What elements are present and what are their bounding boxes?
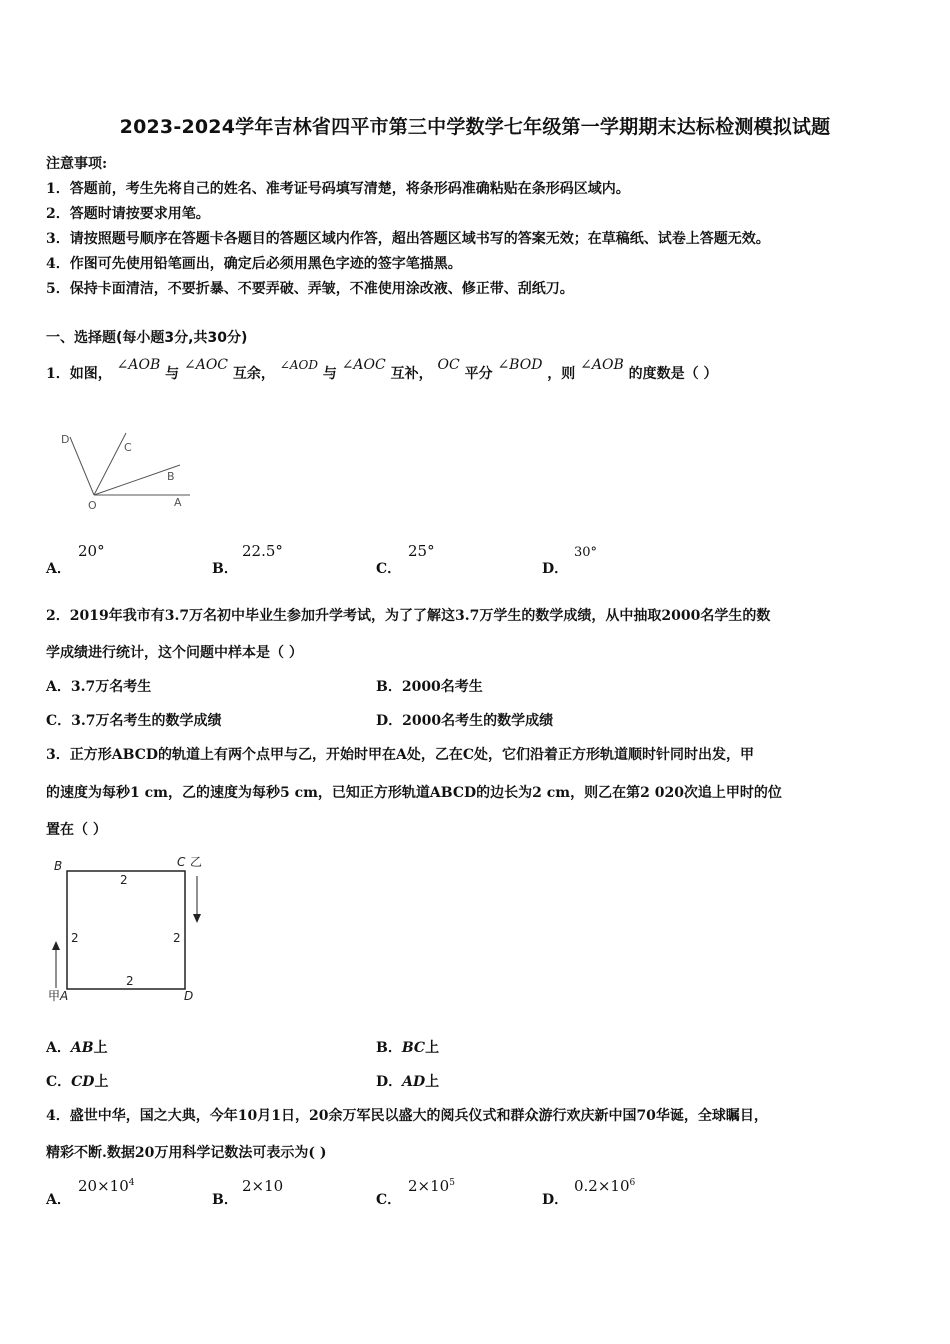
note-item: 5．保持卡面清洁，不要折暴、不要弄破、弄皱，不准使用涂改液、修正带、刮纸刀。: [46, 281, 574, 297]
note-item: 2．答题时请按要求用笔。: [46, 206, 210, 222]
q4-option-b-label: B．: [212, 1192, 238, 1208]
question-3-line: 置在（ ）: [46, 822, 107, 838]
q1-math: ∠AOC: [183, 357, 229, 373]
q4-option-a-exp: 4: [128, 1178, 135, 1188]
q1-math: ∠AOD: [279, 358, 318, 372]
side-right: 2: [173, 931, 181, 945]
question-3-line: 3．正方形ABCD的轨道上有两个点甲与乙，开始时甲在A处，乙在C处，它们沿着正方形轨道顺时针同时出发，甲: [46, 747, 754, 763]
q2-option-d: D．2000名考生的数学成绩: [376, 713, 554, 729]
q3-option-d-seg: AD: [402, 1074, 426, 1090]
q3-option-b: [376, 1037, 439, 1057]
q3-option-a-label: A．: [46, 1040, 71, 1056]
label-d: D: [184, 989, 194, 1003]
option-d-value: 30°: [574, 545, 598, 560]
q1-number: 1．如图，: [46, 366, 112, 382]
q3-option-c: [46, 1071, 108, 1091]
q3-option-d: [376, 1071, 439, 1091]
q1-text: 与: [165, 366, 180, 382]
q4-option-d-exp: 6: [629, 1178, 636, 1188]
question-4-line: 精彩不断.数据20万用科学记数法可表示为( ): [46, 1145, 327, 1161]
label-yi: 乙: [190, 855, 203, 869]
square-track: [67, 871, 185, 989]
q4-option-a-label: A．: [46, 1192, 71, 1208]
q1-text: 的度数是（ ）: [628, 366, 718, 382]
q1-text: 与: [322, 366, 337, 382]
q1-math: ∠AOB: [116, 357, 161, 373]
side-top: 2: [120, 873, 128, 887]
q4-option-c-value: [408, 1177, 455, 1195]
q4-option-c-label: C．: [376, 1192, 402, 1208]
q3-option-b-label: B．: [376, 1040, 402, 1056]
ray-od: [70, 437, 94, 495]
page-title: 2023-2024学年吉林省四平市第三中学数学七年级第一学期期末达标检测模拟试题: [119, 116, 831, 138]
label-c: C: [177, 855, 186, 869]
arrow-down-head: [193, 914, 201, 923]
q1-text: ，则: [547, 366, 576, 382]
q4-option-c-base: 2×10: [408, 1177, 450, 1195]
note-item: 4．作图可先使用铅笔画出，确定后必须用黑色字迹的签字笔描黑。: [46, 256, 462, 272]
q3-option-a-seg: AB: [70, 1040, 94, 1056]
question-3-line: 的速度为每秒1 cm，乙的速度为每秒5 cm，已知正方形轨道ABCD的边长为2 cm，则乙在第2 020次追上甲时的位: [46, 785, 782, 801]
q2-option-a: A．3.7万名考生: [46, 679, 152, 695]
side-bottom: 2: [126, 974, 134, 988]
q1-math: ∠AOC: [341, 357, 386, 373]
label-o: O: [88, 499, 97, 512]
option-b-value: 22.5°: [242, 542, 283, 560]
q4-option-b-base: 2×10: [242, 1177, 284, 1195]
option-a-value: 20°: [78, 542, 105, 560]
label-jia: 甲: [48, 989, 61, 1003]
q3-option-b-suffix: 上: [425, 1040, 440, 1056]
q3-option-c-seg: CD: [71, 1074, 95, 1090]
label-d: D: [61, 433, 70, 446]
question-4-line: 4．盛世中华，国之大典，今年10月1日，20余万军民以盛大的阅兵仪式和群众游行欢庆新中国70华诞，全球瞩目，: [46, 1108, 768, 1124]
q4-option-d-value: [574, 1177, 635, 1195]
q1-text: 平分: [464, 366, 493, 382]
q4-option-a-value: [78, 1177, 134, 1195]
option-b-label: B．: [212, 561, 238, 577]
q3-option-a: [46, 1037, 108, 1057]
side-left: 2: [71, 931, 79, 945]
q4-option-d-base: 0.2×10: [574, 1177, 630, 1195]
q4-option-a-base: 20×10: [78, 1177, 129, 1195]
question-2-line: 2．2019年我市有3.7万名初中毕业生参加升学考试，为了了解这3.7万学生的数学成绩，从中抽取2000名学生的数: [46, 608, 771, 624]
question-1: [46, 357, 718, 393]
note-item: 1．答题前，考生先将自己的姓名、准考证号码填写清楚，将条形码准确粘贴在条形码区域内。: [46, 181, 630, 197]
label-a: A: [174, 496, 182, 509]
section-heading: 一、选择题(每小题3分,共30分): [46, 330, 248, 346]
option-a-label: A．: [46, 561, 71, 577]
option-c-label: C．: [376, 561, 402, 577]
q2-option-b: B．2000名考生: [376, 679, 483, 695]
q4-option-c-exp: 5: [449, 1178, 455, 1188]
label-b: B: [167, 470, 175, 483]
q4-option-d-label: D．: [542, 1192, 569, 1208]
q3-option-c-label: C．: [46, 1074, 72, 1090]
question-2-line: 学成绩进行统计，这个问题中样本是（ ）: [46, 645, 303, 661]
note-item: 3．请按照题号顺序在答题卡各题目的答题区域内作答，超出答题区域书写的答案无效；在草稿纸、试卷上答题无效。: [46, 231, 770, 247]
q3-option-d-label: D．: [376, 1074, 403, 1090]
q3-square-figure: [44, 848, 224, 1008]
label-b: B: [54, 859, 63, 873]
q3-option-a-suffix: 上: [93, 1040, 108, 1056]
q2-option-c: C．3.7万名考生的数学成绩: [46, 713, 222, 729]
option-d-label: D．: [542, 561, 569, 577]
q3-option-c-suffix: 上: [94, 1074, 109, 1090]
notes-heading: 注意事项:: [46, 156, 108, 172]
q1-text: 互补，: [390, 366, 433, 382]
option-c-value: 25°: [408, 542, 435, 560]
q1-math: OC: [437, 357, 460, 373]
q1-angle-figure: [50, 425, 200, 515]
q1-text: 互余，: [232, 366, 275, 382]
q1-math: ∠AOB: [580, 357, 624, 373]
q3-option-d-suffix: 上: [425, 1074, 440, 1090]
arrow-up-head: [52, 941, 60, 950]
q4-option-b-value: [242, 1177, 283, 1195]
label-c: C: [124, 441, 132, 454]
q1-math: ∠BOD: [497, 357, 543, 373]
q3-option-b-seg: BC: [401, 1040, 426, 1056]
label-a: A: [60, 989, 69, 1003]
